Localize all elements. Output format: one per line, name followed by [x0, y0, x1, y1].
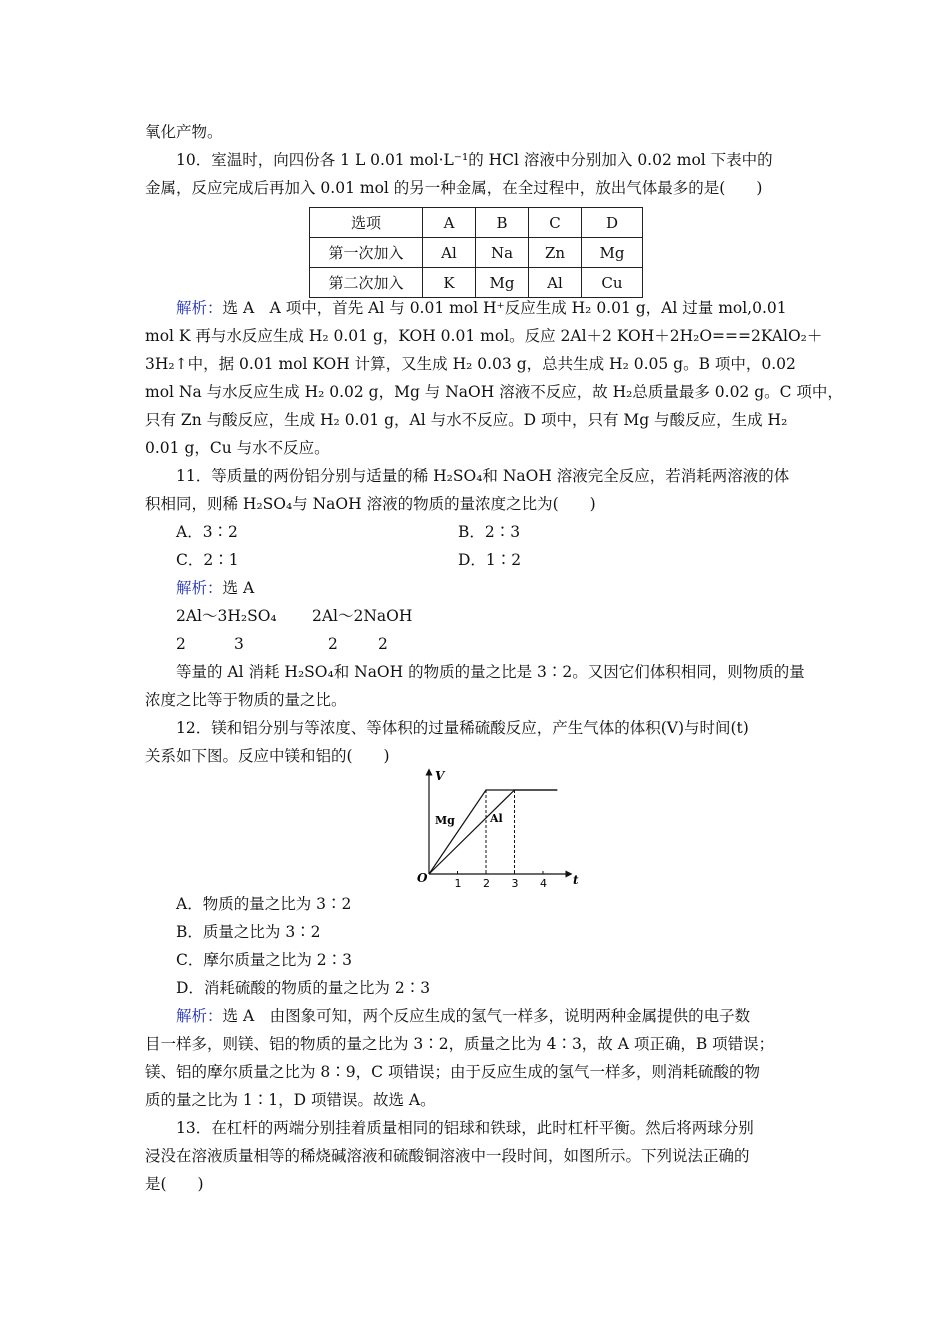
table-cell: Mg — [476, 268, 529, 298]
table-row — [310, 268, 643, 298]
table-row — [310, 238, 643, 268]
origin-label: O — [417, 871, 428, 885]
answer-label: 解析： — [176, 579, 223, 597]
question-12-text: 12．镁和铝分别与等浓度、等体积的过量稀硫酸反应，产生气体的体积(V)与时间(t) — [176, 719, 749, 737]
answer-label: 解析： — [176, 1007, 223, 1025]
table-cell: B — [476, 208, 529, 238]
table-cell: Mg — [582, 238, 643, 268]
answer-12 — [176, 1006, 750, 1026]
answer-text: 选 A 由图象可知，两个反应生成的氢气一样多，说明两种金属提供的电子数 — [222, 1007, 751, 1025]
coefficient: 2 — [378, 635, 388, 653]
answer-12-text: 质的量之比为 1∶1，D 项错误。故选 A。 — [145, 1091, 436, 1109]
answer-11-text: 等量的 Al 消耗 H₂SO₄和 NaOH 的物质的量之比是 3∶2。又因它们体积相同，则物质的量 — [176, 663, 805, 681]
option-c: C．摩尔质量之比为 2∶3 — [176, 951, 353, 969]
answer-12-text: 目一样多，则镁、铝的物质的量之比为 3∶2，质量之比为 4∶3，故 A 项正确，B 项错误； — [145, 1035, 775, 1053]
answer-10-text: mol K 再与水反应生成 H₂ 0.01 g，KOH 0.01 mol。反应 2Al＋2 KOH＋2H₂O===2KAlO₂＋ — [145, 327, 823, 345]
question-11-text: 11．等质量的两份铝分别与适量的稀 H₂SO₄和 NaOH 溶液完全反应，若消耗两溶液的体 — [176, 467, 790, 485]
option-b: B．2∶3 — [458, 523, 521, 541]
option-c: C．2∶1 — [176, 551, 239, 569]
question-10-text: 金属，反应完成后再加入 0.01 mol 的另一种金属，在全过程中，放出气体最多的是( ) — [145, 179, 763, 197]
answer-10 — [176, 298, 787, 318]
x-tick-label: 4 — [540, 877, 547, 890]
answer-text: 选 A — [222, 579, 255, 597]
table-cell: D — [582, 208, 643, 238]
answer-label: 解析： — [176, 299, 223, 317]
table-cell: Al — [529, 268, 582, 298]
table-cell: Na — [476, 238, 529, 268]
series-label-al: Al — [490, 812, 503, 825]
answer-10-text: 3H₂↑中，据 0.01 mol KOH 计算，又生成 H₂ 0.03 g，总共生成 H₂ 0.05 g。B 项中，0.02 — [145, 355, 796, 373]
chart-plot — [417, 769, 579, 890]
option-row — [176, 550, 239, 570]
metal-options-table — [309, 207, 643, 298]
question-10-text: 10．室温时，向四份各 1 L 0.01 mol·L⁻¹的 HCl 溶液中分别加入 0.02 mol 下表中的 — [176, 151, 773, 169]
equation: 2Al～2NaOH — [312, 607, 413, 625]
table-cell: 选项 — [310, 208, 423, 238]
series-label-mg: Mg — [435, 814, 455, 827]
table-cell: C — [529, 208, 582, 238]
table-cell: Al — [423, 238, 476, 268]
x-tick-label: 3 — [511, 877, 519, 890]
option-row — [176, 522, 238, 542]
answer-10-text: 0.01 g，Cu 与水不反应。 — [145, 439, 330, 457]
series-line-mg — [429, 790, 557, 874]
answer-12-text: 镁、铝的摩尔质量之比为 8∶9，C 项错误；由于反应生成的氢气一样多，则消耗硫酸的物 — [145, 1063, 760, 1081]
answer-10-text: mol Na 与水反应生成 H₂ 0.02 g，Mg 与 NaOH 溶液不反应，故 H₂总质量最多 0.02 g。C 项中， — [145, 383, 843, 401]
coefficient: 3 — [234, 635, 244, 653]
series-line-al — [429, 790, 557, 874]
coefficient: 2 — [328, 635, 338, 653]
answer-10-text: 只有 Zn 与酸反应，生成 H₂ 0.01 g，Al 与水不反应。D 项中，只有 Mg 与酸反应，生成 H₂ — [145, 411, 788, 429]
answer-11 — [176, 578, 254, 598]
table-cell: Zn — [529, 238, 582, 268]
table-cell: 第一次加入 — [310, 238, 423, 268]
x-tick-label: 2 — [483, 877, 490, 890]
table-cell: Cu — [582, 268, 643, 298]
equation: 2Al～3H₂SO₄ — [176, 607, 277, 625]
coefficient: 2 — [176, 635, 186, 653]
option-a: A．3∶2 — [176, 523, 238, 541]
question-13-text: 是( ) — [145, 1175, 204, 1193]
table-cell: K — [423, 268, 476, 298]
table-cell: 第二次加入 — [310, 268, 423, 298]
option-b: B．质量之比为 3∶2 — [176, 923, 321, 941]
volume-time-chart — [415, 768, 579, 890]
question-13-text: 浸没在溶液质量相等的稀烧碱溶液和硫酸铜溶液中一段时间，如图所示。下列说法正确的 — [145, 1147, 750, 1165]
question-11-text: 积相同，则稀 H₂SO₄与 NaOH 溶液的物质的量浓度之比为( ) — [145, 495, 596, 513]
table-header-row — [310, 208, 643, 238]
y-axis-label: V — [435, 769, 445, 783]
option-d: D．消耗硫酸的物质的量之比为 2∶3 — [176, 979, 431, 997]
x-axis-label: t — [573, 873, 579, 887]
x-tick-label: 1 — [454, 877, 462, 890]
answer-text: 选 A A 项中，首先 Al 与 0.01 mol H⁺反应生成 H₂ 0.01 g，Al 过量 mol,0.01 — [222, 299, 787, 317]
answer-11-text: 浓度之比等于物质的量之比。 — [145, 691, 347, 709]
question-12-text: 关系如下图。反应中镁和铝的( ) — [145, 747, 390, 765]
option-a: A．物质的量之比为 3∶2 — [176, 895, 352, 913]
text-line: 氧化产物。 — [145, 123, 223, 141]
question-13-text: 13．在杠杆的两端分别挂着质量相同的铝球和铁球，此时杠杆平衡。然后将两球分别 — [176, 1119, 754, 1137]
table-cell: A — [423, 208, 476, 238]
option-d: D．1∶2 — [458, 551, 522, 569]
